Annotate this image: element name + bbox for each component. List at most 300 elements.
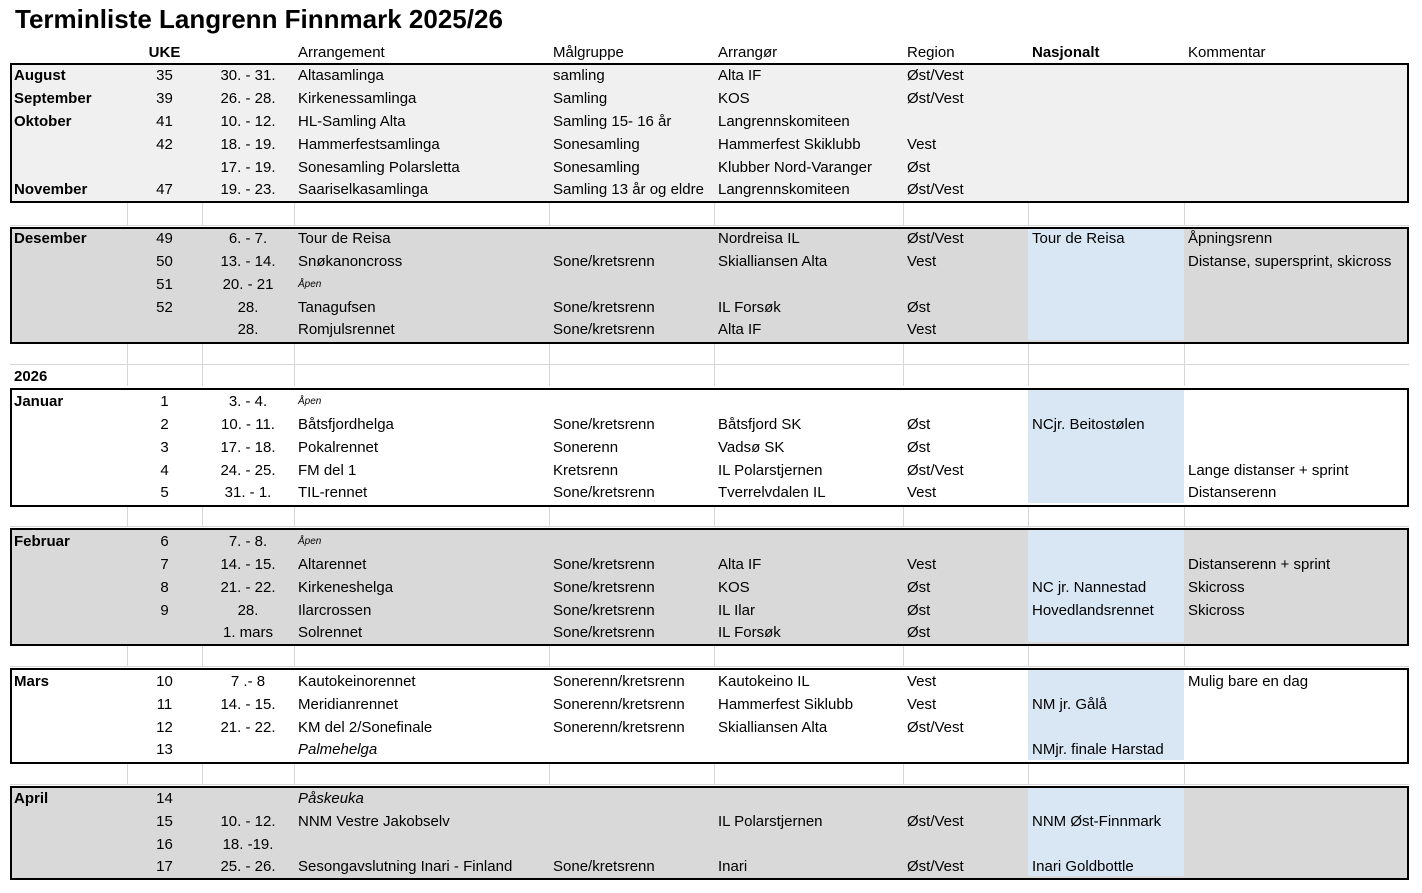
week-cell: 2 (160, 416, 169, 433)
month-cell (10, 599, 127, 622)
dates-cell: 19. - 23. (220, 181, 276, 198)
event-cell: Sonesamling Polarsletta (298, 159, 460, 176)
month-cell: November (14, 181, 88, 198)
event-cell: HL-Samling Alta (298, 113, 406, 130)
event-cell: Kirkeneshelga (298, 579, 394, 596)
organizer-cell: Langrennskomiteen (718, 181, 850, 198)
month-cell: August (14, 67, 66, 84)
organizer-cell: Hammerfest Skiklubb (718, 136, 861, 153)
region-cell: Vest (907, 484, 937, 501)
table-row (10, 227, 1409, 250)
region-cell: Øst/Vest (907, 719, 964, 736)
table-row (10, 855, 1409, 878)
table-row (10, 553, 1409, 576)
national-cell (1028, 87, 1184, 110)
national-cell (1028, 481, 1184, 504)
event-cell: Påskeuka (298, 790, 364, 807)
month-cell (10, 459, 127, 482)
table-row (10, 738, 1409, 761)
event-cell: Åpen (298, 279, 322, 290)
region-cell: Øst (907, 579, 931, 596)
group-cell: Samling (553, 90, 608, 107)
dates-cell: 10. - 12. (220, 813, 276, 830)
comment-cell (1184, 810, 1409, 833)
group-cell: Sone/kretsrenn (553, 556, 655, 573)
month-cell: April (14, 790, 49, 807)
group-cell (549, 227, 714, 250)
dates-cell: 21. - 22. (220, 579, 276, 596)
table-row (10, 273, 1409, 296)
comment-cell (1184, 390, 1409, 413)
comment-cell (1184, 530, 1409, 553)
month-cell: Februar (14, 533, 70, 550)
national-cell (1028, 553, 1184, 576)
event-cell: Tour de Reisa (298, 230, 391, 247)
comment-cell: Skicross (1188, 602, 1245, 619)
table-row (10, 87, 1409, 110)
month-cell (10, 318, 127, 341)
event-cell: Ilarcrossen (298, 602, 372, 619)
region-cell: Øst (907, 602, 931, 619)
event-cell: Kirkenessamlinga (298, 90, 417, 107)
dates-cell: 17. - 18. (220, 439, 276, 456)
table-row (10, 156, 1409, 179)
group-cell: Sonerenn (553, 439, 619, 456)
week-cell: 1 (160, 393, 169, 410)
month-cell (10, 738, 127, 761)
comment-cell (1184, 318, 1409, 341)
comment-cell: Distanserenn (1188, 484, 1277, 501)
organizer-cell (714, 273, 903, 296)
week-cell: 35 (156, 67, 173, 84)
national-cell (1028, 273, 1184, 296)
dates-cell: 24. - 25. (220, 462, 276, 479)
event-cell: Åpen (298, 536, 322, 547)
header-uke: UKE (148, 44, 181, 61)
dates-cell: 25. - 26. (220, 858, 276, 875)
event-cell: Pokalrennet (298, 439, 379, 456)
region-cell: Øst/Vest (907, 67, 964, 84)
region-cell: Vest (907, 136, 937, 153)
organizer-cell: KOS (718, 90, 750, 107)
header-nasjonalt: Nasjonalt (1032, 44, 1100, 61)
month-cell (10, 810, 127, 833)
region-cell: Øst (907, 439, 931, 456)
month-cell (10, 693, 127, 716)
year-label: 2026 (14, 368, 48, 385)
organizer-cell: Båtsfjord SK (718, 416, 802, 433)
week-cell: 39 (156, 90, 173, 107)
organizer-cell: Hammerfest Siklubb (718, 696, 854, 713)
group-cell: Sonerenn/kretsrenn (553, 719, 685, 736)
national-cell (1028, 716, 1184, 739)
week-cell: 15 (156, 813, 173, 830)
week-cell: 7 (160, 556, 169, 573)
dates-cell: 20. - 21 (222, 276, 274, 293)
group-cell: Samling 15- 16 år (553, 113, 672, 130)
table-row (10, 110, 1409, 133)
event-cell: FM del 1 (298, 462, 357, 479)
month-cell (10, 250, 127, 273)
group-cell: samling (553, 67, 605, 84)
table-row (10, 621, 1409, 644)
event-cell: Kautokeinorennet (298, 673, 416, 690)
week-cell: 17 (156, 858, 173, 875)
national-cell (1028, 670, 1184, 693)
header-malgruppe: Målgruppe (553, 44, 624, 61)
page-title: Terminliste Langrenn Finnmark 2025/26 (15, 4, 503, 34)
region-cell: Øst/Vest (907, 90, 964, 107)
comment-cell (1184, 436, 1409, 459)
comment-cell: Distanse, supersprint, skicross (1188, 253, 1392, 270)
month-cell (10, 855, 127, 878)
comment-cell (1184, 296, 1409, 319)
region-cell (903, 833, 1028, 856)
comment-cell (1184, 693, 1409, 716)
group-cell: Sone/kretsrenn (553, 579, 655, 596)
organizer-cell: Kautokeino IL (718, 673, 810, 690)
region-cell: Øst/Vest (907, 181, 964, 198)
week-cell: 11 (156, 696, 173, 713)
table-row (10, 459, 1409, 482)
group-cell (549, 787, 714, 810)
header-arrangement: Arrangement (298, 44, 385, 61)
organizer-cell (714, 530, 903, 553)
region-cell: Vest (907, 696, 937, 713)
month-cell (10, 716, 127, 739)
group-cell: Sonesamling (553, 136, 640, 153)
month-cell (10, 553, 127, 576)
group-cell: Sone/kretsrenn (553, 858, 655, 875)
month-cell: Mars (14, 673, 50, 690)
event-cell: Saariselkasamlinga (298, 181, 429, 198)
group-cell: Kretsrenn (553, 462, 619, 479)
week-cell: 5 (160, 484, 169, 501)
event-cell: Båtsfjordhelga (298, 416, 394, 433)
dates-cell: 28. (237, 299, 259, 316)
table-row (10, 250, 1409, 273)
comment-cell (1184, 133, 1409, 156)
week-cell: 49 (156, 230, 173, 247)
month-cell (10, 156, 127, 179)
national-cell: NC jr. Nannestad (1032, 579, 1147, 596)
region-cell: Vest (907, 253, 937, 270)
dates-cell: 7. - 8. (228, 533, 268, 550)
spacer-row (10, 344, 1409, 365)
week-cell: 14 (156, 790, 173, 807)
table-row (10, 64, 1409, 87)
header-region: Region (907, 44, 955, 61)
region-cell: Øst (907, 299, 931, 316)
table-header (10, 41, 1409, 64)
region-cell (903, 390, 1028, 413)
table-row (10, 133, 1409, 156)
dates-cell: 7 .- 8 (230, 673, 266, 690)
header-arrangor: Arrangør (718, 44, 778, 61)
comment-cell: Mulig bare en dag (1188, 673, 1309, 690)
national-cell (1028, 133, 1184, 156)
group-cell: Sone/kretsrenn (553, 299, 655, 316)
region-cell: Øst/Vest (907, 462, 964, 479)
comment-cell (1184, 833, 1409, 856)
month-cell (10, 621, 127, 644)
spacer-row (10, 646, 1409, 667)
group-cell: Sone/kretsrenn (553, 253, 655, 270)
month-cell: September (14, 90, 92, 107)
national-cell (1028, 178, 1184, 201)
month-cell (10, 273, 127, 296)
table-row (10, 436, 1409, 459)
month-cell (10, 133, 127, 156)
table-row (10, 390, 1409, 413)
table-row (10, 296, 1409, 319)
organizer-cell: Skialliansen Alta (718, 253, 828, 270)
month-cell (10, 413, 127, 436)
national-cell (1028, 64, 1184, 87)
region-cell (903, 787, 1028, 810)
organizer-cell: Klubber Nord-Varanger (718, 159, 872, 176)
national-cell (1028, 250, 1184, 273)
comment-cell (1184, 787, 1409, 810)
week-cell: 51 (156, 276, 173, 293)
organizer-cell (714, 738, 903, 761)
organizer-cell: IL Polarstjernen (718, 813, 823, 830)
region-cell: Vest (907, 673, 937, 690)
dates-cell: 26. - 28. (220, 90, 276, 107)
group-cell: Sonesamling (553, 159, 640, 176)
table-row (10, 833, 1409, 856)
comment-cell: Åpningsrenn (1188, 230, 1273, 247)
event-cell: TIL-rennet (298, 484, 368, 501)
week-cell: 16 (156, 836, 173, 853)
organizer-cell: IL Polarstjernen (718, 462, 823, 479)
national-cell: NMjr. finale Harstad (1032, 741, 1164, 758)
month-cell (10, 296, 127, 319)
organizer-cell: IL Ilar (718, 602, 755, 619)
week-cell: 52 (156, 299, 173, 316)
national-cell (1028, 110, 1184, 133)
comment-cell (1184, 716, 1409, 739)
event-cell: Sesongavslutning Inari - Finland (298, 858, 513, 875)
national-cell: NNM Øst-Finnmark (1032, 813, 1162, 830)
region-cell: Øst/Vest (907, 230, 964, 247)
event-cell: Åpen (298, 396, 322, 407)
organizer-cell (714, 833, 903, 856)
comment-cell (1184, 621, 1409, 644)
organizer-cell: Alta IF (718, 556, 762, 573)
event-cell: KM del 2/Sonefinale (298, 719, 433, 736)
organizer-cell (714, 390, 903, 413)
group-cell: Sone/kretsrenn (553, 416, 655, 433)
event-cell: Romjulsrennet (298, 321, 395, 338)
week-cell (127, 318, 202, 341)
group-cell: Sone/kretsrenn (553, 624, 655, 641)
dates-cell: 1. mars (222, 624, 273, 641)
organizer-cell: Vadsø SK (718, 439, 785, 456)
dates-cell: 10. - 12. (220, 113, 276, 130)
national-cell (1028, 156, 1184, 179)
region-cell: Øst (907, 416, 931, 433)
spacer-row (10, 764, 1409, 785)
week-cell (127, 621, 202, 644)
table-row (10, 318, 1409, 341)
table-row (10, 810, 1409, 833)
comment-cell (1184, 110, 1409, 133)
national-cell (1028, 530, 1184, 553)
event-cell: Tanagufsen (298, 299, 376, 316)
group-cell (549, 810, 714, 833)
region-cell: Øst (907, 624, 931, 641)
region-cell: Øst/Vest (907, 813, 964, 830)
month-cell: Januar (14, 393, 64, 410)
organizer-cell: Inari (718, 858, 748, 875)
group-cell (549, 530, 714, 553)
region-cell: Vest (907, 321, 937, 338)
table-row (10, 481, 1409, 504)
comment-cell (1184, 178, 1409, 201)
organizer-cell: Langrennskomiteen (718, 113, 850, 130)
week-cell: 9 (160, 602, 169, 619)
organizer-cell (714, 787, 903, 810)
dates-cell: 31. - 1. (224, 484, 272, 501)
national-cell (1028, 833, 1184, 856)
comment-cell (1184, 413, 1409, 436)
comment-cell (1184, 64, 1409, 87)
comment-cell (1184, 855, 1409, 878)
week-cell: 3 (160, 439, 169, 456)
group-cell (549, 273, 714, 296)
dates-cell: 6. - 7. (228, 230, 268, 247)
spacer-row (10, 507, 1409, 527)
month-cell (10, 481, 127, 504)
week-cell: 8 (160, 579, 169, 596)
national-cell (1028, 436, 1184, 459)
month-cell (10, 833, 127, 856)
national-cell: Tour de Reisa (1032, 230, 1125, 247)
comment-cell: Skicross (1188, 579, 1245, 596)
national-cell (1028, 787, 1184, 810)
event-cell: Altarennet (298, 556, 367, 573)
comment-cell (1184, 273, 1409, 296)
region-cell: Øst (907, 159, 931, 176)
organizer-cell: Tverrelvdalen IL (718, 484, 826, 501)
month-cell (10, 436, 127, 459)
month-cell: Desember (14, 230, 87, 247)
region-cell: Vest (907, 556, 937, 573)
week-cell: 6 (160, 533, 169, 550)
national-cell: Inari Goldbottle (1032, 858, 1134, 875)
table-row (10, 693, 1409, 716)
week-cell: 12 (156, 719, 173, 736)
group-cell (549, 738, 714, 761)
organizer-cell: Alta IF (718, 321, 762, 338)
region-cell: Øst/Vest (907, 858, 964, 875)
event-cell: NNM Vestre Jakobselv (298, 813, 450, 830)
group-cell: Sone/kretsrenn (553, 484, 655, 501)
dates-cell: 30. - 31. (220, 67, 276, 84)
dates-cell: 28. (237, 602, 259, 619)
table-row (10, 787, 1409, 810)
organizer-cell: Skialliansen Alta (718, 719, 828, 736)
group-cell: Sone/kretsrenn (553, 321, 655, 338)
comment-cell (1184, 156, 1409, 179)
week-cell: 50 (156, 253, 173, 270)
table-row (10, 530, 1409, 553)
national-cell (1028, 296, 1184, 319)
group-cell: Sone/kretsrenn (553, 602, 655, 619)
organizer-cell: Nordreisa IL (718, 230, 800, 247)
organizer-cell: Alta IF (718, 67, 762, 84)
week-cell: 41 (156, 113, 173, 130)
event-cell: Solrennet (298, 624, 363, 641)
table-row (10, 413, 1409, 436)
group-cell (549, 390, 714, 413)
event-cell: Meridianrennet (298, 696, 399, 713)
national-cell (1028, 459, 1184, 482)
dates-cell: 14. - 15. (220, 696, 276, 713)
comment-cell: Lange distanser + sprint (1188, 462, 1349, 479)
organizer-cell: IL Forsøk (718, 299, 781, 316)
group-cell: Samling 13 år og eldre (553, 181, 704, 198)
comment-cell (1184, 87, 1409, 110)
table-row (10, 178, 1409, 201)
week-cell (127, 156, 202, 179)
comment-cell (1184, 738, 1409, 761)
dates-cell: 18. - 19. (220, 136, 276, 153)
group-cell (549, 833, 714, 856)
dates-cell: 3. - 4. (228, 393, 268, 410)
event-cell (294, 833, 549, 856)
national-cell (1028, 318, 1184, 341)
region-cell (903, 110, 1028, 133)
region-cell (903, 738, 1028, 761)
table-row (10, 716, 1409, 739)
national-cell (1028, 621, 1184, 644)
national-cell: NM jr. Gålå (1032, 696, 1108, 713)
region-cell (903, 273, 1028, 296)
dates-cell: 14. - 15. (220, 556, 276, 573)
dates-cell (202, 738, 294, 761)
national-cell: Hovedlandsrennet (1032, 602, 1154, 619)
group-cell: Sonerenn/kretsrenn (553, 673, 685, 690)
year-row (10, 365, 1409, 388)
spacer-row (10, 203, 1409, 226)
group-cell: Sonerenn/kretsrenn (553, 696, 685, 713)
region-cell (903, 530, 1028, 553)
header-kommentar: Kommentar (1188, 44, 1266, 61)
organizer-cell: IL Forsøk (718, 624, 781, 641)
table-row (10, 599, 1409, 622)
table-row (10, 576, 1409, 599)
dates-cell: 21. - 22. (220, 719, 276, 736)
week-cell: 10 (156, 673, 173, 690)
dates-cell: 18. -19. (222, 836, 274, 853)
national-cell (1028, 390, 1184, 413)
dates-cell: 10. - 11. (221, 416, 275, 433)
dates-cell (202, 787, 294, 810)
dates-cell: 28. (237, 321, 259, 338)
month-cell (10, 576, 127, 599)
week-cell: 47 (156, 181, 173, 198)
week-cell: 13 (156, 741, 173, 758)
dates-cell: 13. - 14. (220, 253, 276, 270)
month-cell: Oktober (14, 113, 72, 130)
event-cell: Hammerfestsamlinga (298, 136, 440, 153)
table-row (10, 670, 1409, 693)
event-cell: Palmehelga (298, 741, 378, 758)
week-cell: 42 (156, 136, 173, 153)
national-cell: NCjr. Beitostølen (1032, 416, 1145, 433)
